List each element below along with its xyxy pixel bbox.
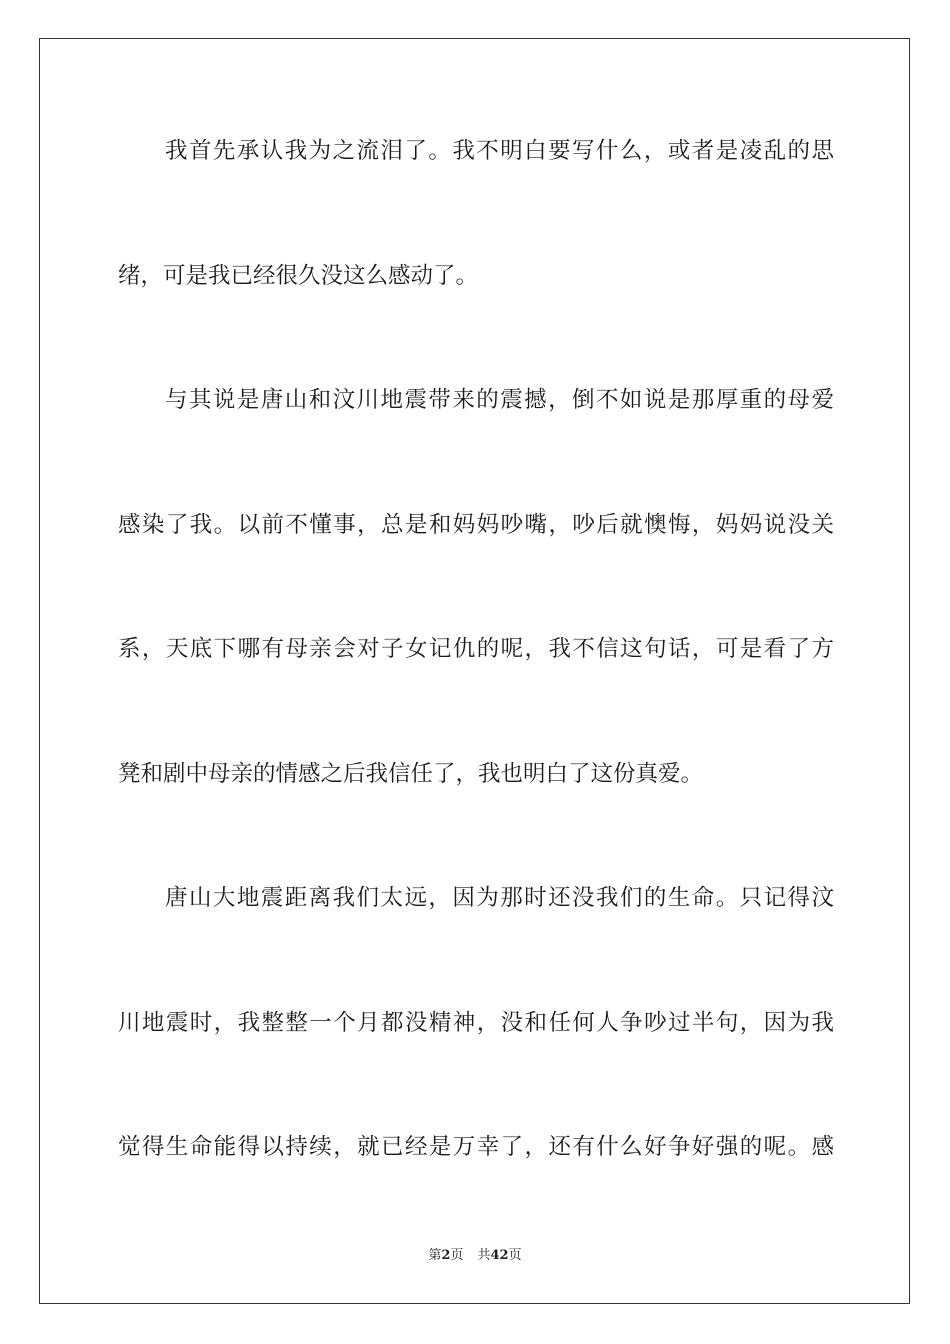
paragraph-3-line-3: 觉得生命能得以持续，就已经是万幸了，还有什么好争好强的呢。感 bbox=[118, 1134, 834, 1160]
paragraph-2-line-4: 凳和剧中母亲的情感之后我信任了，我也明白了这份真爱。 bbox=[118, 761, 704, 787]
paragraph-1-line-1: 我首先承认我为之流泪了。我不明白要写什么，或者是凌乱的思 bbox=[165, 138, 834, 164]
paragraph-3-line-1: 唐山大地震距离我们太远，因为那时还没我们的生命。只记得汶 bbox=[165, 885, 834, 911]
page-border bbox=[39, 38, 910, 1304]
paragraph-2-line-3: 系，天底下哪有母亲会对子女记仇的呢，我不信这句话，可是看了方 bbox=[118, 636, 834, 662]
paragraph-3-line-2: 川地震时，我整整一个月都没精神，没和任何人争吵过半句，因为我 bbox=[118, 1010, 834, 1036]
total-pages: 42 bbox=[490, 1248, 509, 1263]
paragraph-2-line-1: 与其说是唐山和汶川地震带来的震撼，倒不如说是那厚重的母爱 bbox=[165, 387, 834, 413]
page-prefix: 第 bbox=[428, 1248, 442, 1263]
total-prefix: 共 bbox=[477, 1248, 491, 1263]
total-suffix: 页 bbox=[508, 1248, 522, 1263]
page-number: 2 bbox=[441, 1248, 451, 1263]
page-suffix: 页 bbox=[450, 1248, 464, 1263]
paragraph-1-line-2: 绪，可是我已经很久没这么感动了。 bbox=[118, 263, 479, 289]
page-footer bbox=[0, 1246, 950, 1266]
paragraph-2-line-2: 感染了我。以前不懂事，总是和妈妈吵嘴，吵后就懊悔，妈妈说没关 bbox=[118, 512, 834, 538]
